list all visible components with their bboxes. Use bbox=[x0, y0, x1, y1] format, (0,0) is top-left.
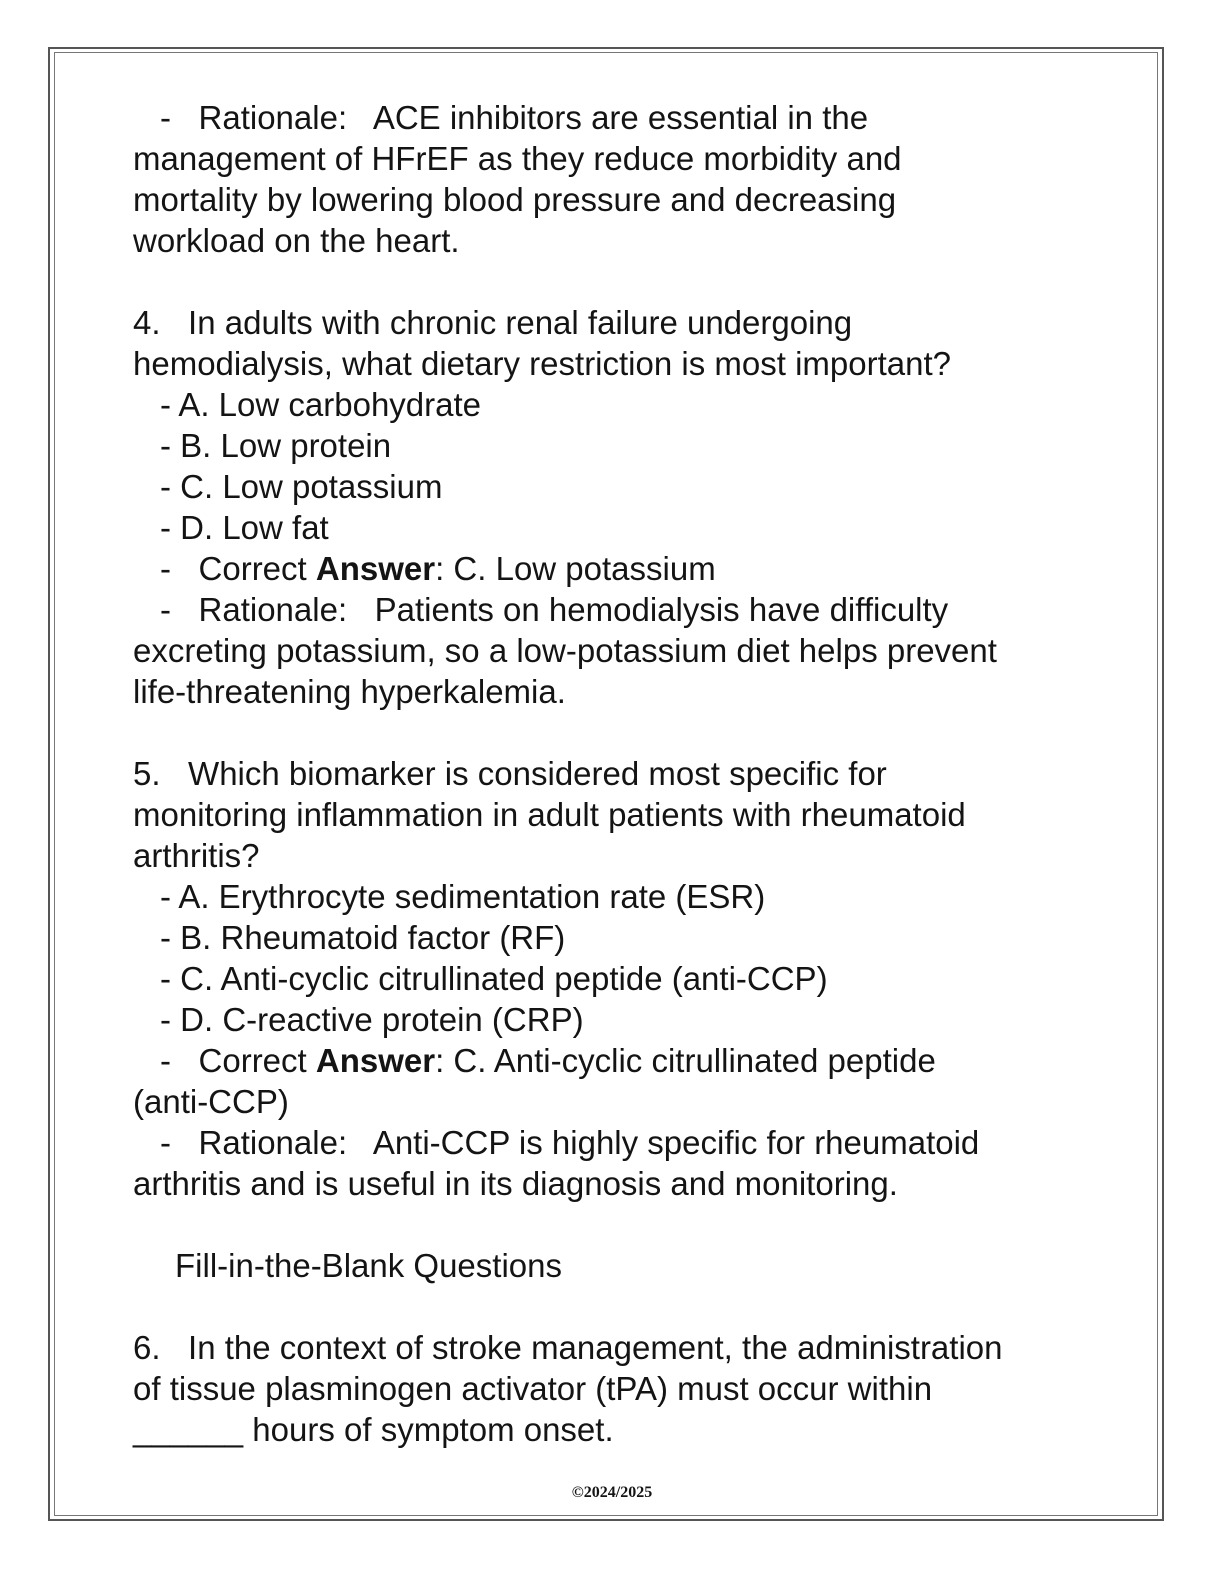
q4-rationale-line: life-threatening hyperkalemia. bbox=[133, 673, 566, 710]
q4-answer-marker: - bbox=[160, 550, 171, 587]
q4-rationale-line: excreting potassium, so a low-potassium diet helps prevent bbox=[133, 632, 997, 669]
q3-rationale-first-line bbox=[133, 97, 1093, 138]
q3-rationale-text: ACE inhibitors are essential in the bbox=[372, 99, 869, 136]
q3-rationale-line: mortality by lowering blood pressure and decreasing bbox=[133, 181, 897, 218]
q4-option-b: - B. Low protein bbox=[160, 427, 392, 464]
q6-stem-text: In the context of stroke management, the administration bbox=[188, 1329, 1003, 1366]
q4-stem-first-line bbox=[133, 302, 1093, 343]
q5-correct-answer bbox=[133, 1040, 1093, 1081]
q5-option-c: - C. Anti-cyclic citrullinated peptide (anti-CCP) bbox=[160, 960, 828, 997]
section-heading: Fill-in-the-Blank Questions bbox=[175, 1247, 562, 1284]
copyright-footer: ©2024/2025 bbox=[571, 1484, 653, 1501]
q5-rationale-marker: - bbox=[160, 1124, 171, 1161]
document-body bbox=[133, 97, 1093, 1450]
q4-rationale-marker: - bbox=[160, 591, 171, 628]
q4-number: 4. bbox=[133, 304, 161, 341]
q6-stem-last-line bbox=[133, 1409, 1093, 1450]
q5-number: 5. bbox=[133, 755, 161, 792]
q4-correct-answer bbox=[133, 548, 1093, 589]
q5-rationale-text: Anti-CCP is highly specific for rheumatoid bbox=[372, 1124, 980, 1161]
q5-stem-text: Which biomarker is considered most specific for bbox=[188, 755, 887, 792]
q5-answer-continuation: (anti-CCP) bbox=[133, 1083, 289, 1120]
q4-answer-prefix: Correct bbox=[198, 550, 316, 587]
q4-rationale-text: Patients on hemodialysis have difficulty bbox=[374, 591, 949, 628]
q6-number: 6. bbox=[133, 1329, 161, 1366]
q6-stem-end: hours of symptom onset. bbox=[243, 1411, 614, 1448]
q5-answer-text: : C. Anti-cyclic citrullinated peptide bbox=[435, 1042, 936, 1079]
q3-rationale-label: Rationale: bbox=[198, 99, 348, 136]
q6-stem-line: of tissue plasminogen activator (tPA) must occur within bbox=[133, 1370, 933, 1407]
q4-stem-line: hemodialysis, what dietary restriction is most important? bbox=[133, 345, 951, 382]
q3-rationale-marker: - bbox=[160, 99, 171, 136]
q5-rationale-label: Rationale: bbox=[198, 1124, 348, 1161]
q4-rationale-label: Rationale: bbox=[198, 591, 348, 628]
q4-rationale-first-line bbox=[133, 589, 1093, 630]
q6-blank: ______ bbox=[133, 1411, 244, 1448]
q3-rationale-line: management of HFrEF as they reduce morbidity and bbox=[133, 140, 902, 177]
q5-stem-line: monitoring inflammation in adult patients with rheumatoid bbox=[133, 796, 966, 833]
q3-rationale-line: workload on the heart. bbox=[133, 222, 460, 259]
q4-answer-text: : C. Low potassium bbox=[435, 550, 716, 587]
q5-answer-bold: Answer bbox=[315, 1042, 436, 1079]
q4-stem-text: In adults with chronic renal failure undergoing bbox=[188, 304, 853, 341]
q5-option-b: - B. Rheumatoid factor (RF) bbox=[160, 919, 566, 956]
q4-option-d: - D. Low fat bbox=[160, 509, 329, 546]
q6-stem-first-line bbox=[133, 1327, 1093, 1368]
q5-stem-first-line bbox=[133, 753, 1093, 794]
q5-rationale-first-line bbox=[133, 1122, 1093, 1163]
q4-answer-bold: Answer bbox=[315, 550, 436, 587]
q5-stem-line: arthritis? bbox=[133, 837, 260, 874]
q4-option-c: - C. Low potassium bbox=[160, 468, 443, 505]
q4-option-a: - A. Low carbohydrate bbox=[160, 386, 482, 423]
q5-option-a: - A. Erythrocyte sedimentation rate (ESR) bbox=[160, 878, 766, 915]
q5-option-d: - D. C-reactive protein (CRP) bbox=[160, 1001, 584, 1038]
q5-answer-prefix: Correct bbox=[198, 1042, 316, 1079]
q5-rationale-line: arthritis and is useful in its diagnosis and monitoring. bbox=[133, 1165, 898, 1202]
q5-answer-marker: - bbox=[160, 1042, 171, 1079]
